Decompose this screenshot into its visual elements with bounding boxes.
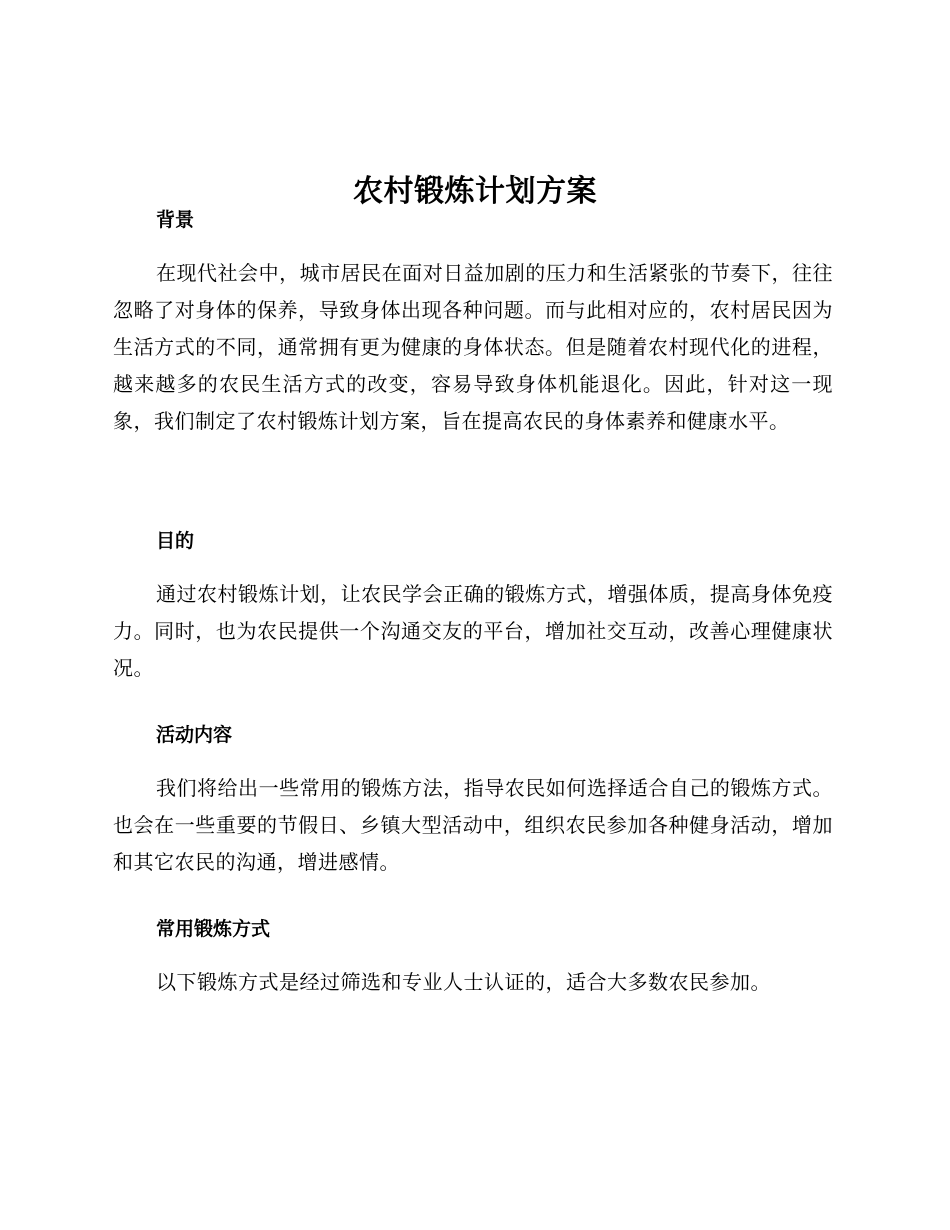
section-heading-activities: 活动内容 (156, 724, 233, 746)
section-background (113, 206, 833, 440)
section-paragraph-exercise-methods: 以下锻炼方式是经过筛选和专业人士认证的，适合大多数农民参加。 (156, 970, 771, 994)
section-paragraph-background: 在现代社会中，城市居民在面对日益加剧的压力和生活紧张的节奏下，往往忽略了对身体的保养，导致身体出现各种问题。而与此相对应的，农村居民因为生活方式的不同，通常拥有更为健康的身体状态。但是随着农村现代化的进程，越来越多的农民生活方式的改变，容易导致身体机能退化。因此，针对这一现象，我们制定了农村锻炼计划方案，旨在提高农民的身体素养和健康水平。 (113, 261, 833, 433)
section-paragraph-activities: 我们将给出一些常用的锻炼方法，指导农民如何选择适合自己的锻炼方式。也会在一些重要的节假日、乡镇大型活动中，组织农民参加各种健身活动，增加和其它农民的沟通，增进感情。 (113, 776, 833, 874)
section-paragraph-purpose: 通过农村锻炼计划，让农民学会正确的锻炼方式，增强体质，提高身体免疫力。同时，也为农民提供一个沟通交友的平台，增加社交互动，改善心理健康状况。 (113, 582, 833, 680)
section-purpose (113, 527, 833, 687)
document-title: 农村锻炼计划方案 (353, 174, 597, 210)
section-heading-background: 背景 (156, 209, 195, 231)
section-heading-exercise-methods: 常用锻炼方式 (156, 918, 271, 940)
section-exercise-methods (113, 915, 833, 1001)
section-activities (113, 721, 833, 881)
section-heading-purpose: 目的 (156, 530, 195, 552)
